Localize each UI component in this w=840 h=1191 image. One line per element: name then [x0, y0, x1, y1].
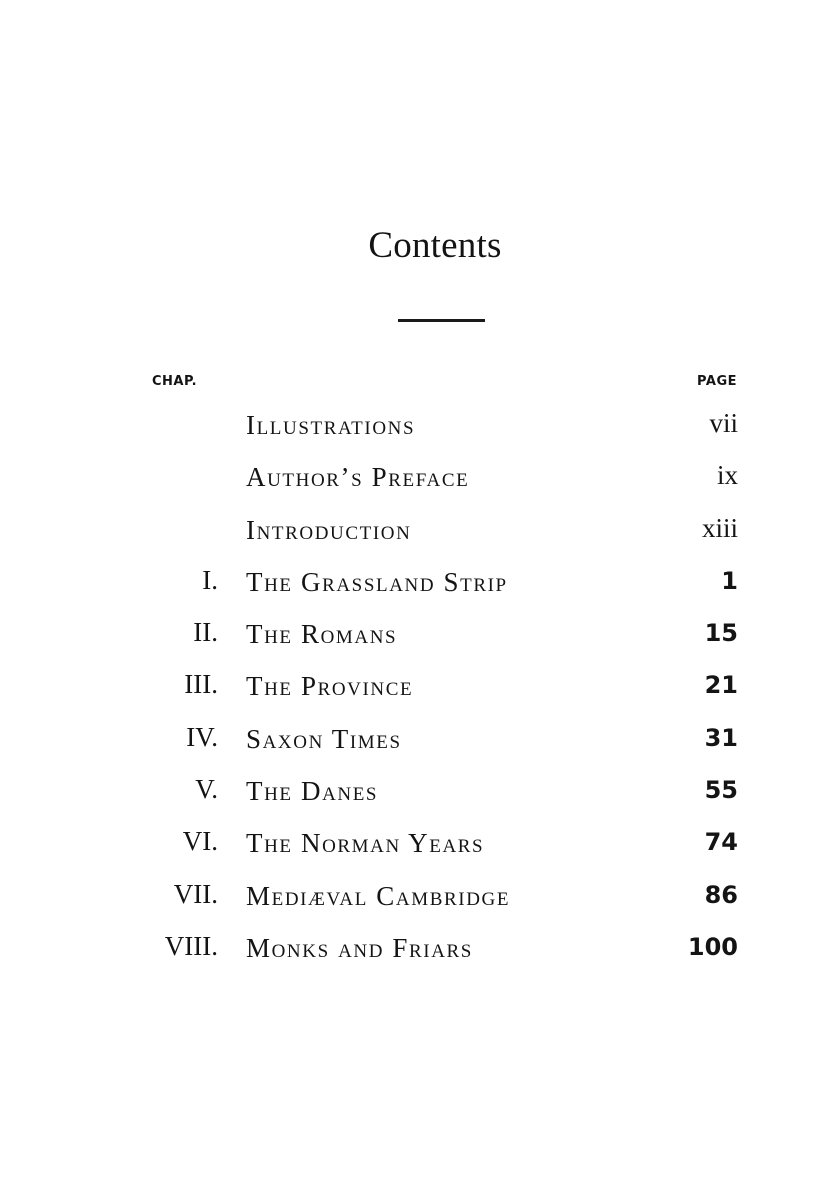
page-title: Contents	[368, 225, 502, 266]
chapter-number: III.	[184, 669, 218, 700]
entry-title: The Province	[246, 671, 414, 702]
toc-entry-illustrations	[0, 404, 840, 456]
page-number: ix	[716, 460, 738, 491]
entry-title: The Danes	[246, 776, 379, 807]
toc-entry-preface	[0, 456, 840, 508]
page-number: xiii	[701, 512, 738, 543]
entry-title: Author’s Preface	[246, 462, 470, 493]
toc-entry-chapter-6	[0, 822, 840, 874]
entry-title: The Norman Years	[246, 828, 485, 859]
page-number: 86	[704, 880, 738, 909]
toc-entry-introduction	[0, 509, 840, 561]
toc-entry-chapter-8	[0, 927, 840, 979]
toc-entry-chapter-5	[0, 770, 840, 822]
entry-title: The Romans	[246, 619, 398, 650]
page-column-header: PAGE	[697, 374, 737, 389]
toc-entry-chapter-1	[0, 561, 840, 613]
toc-entry-chapter-7	[0, 875, 840, 927]
title-divider	[398, 319, 485, 322]
chapter-number: I.	[202, 564, 218, 595]
entry-title: The Grassland Strip	[246, 566, 508, 597]
chapter-number: II.	[193, 617, 218, 648]
chapter-number: VIII.	[164, 930, 218, 961]
page-number: vii	[709, 408, 738, 438]
page-number: 100	[687, 932, 738, 961]
chapter-number: VI.	[182, 826, 218, 857]
page-number: 1	[721, 566, 738, 595]
chapter-number: IV.	[186, 721, 218, 752]
entry-title: Mediæval Cambridge	[246, 880, 511, 911]
chapter-number: V.	[195, 774, 218, 805]
toc-entry-chapter-2	[0, 613, 840, 665]
page-number: 55	[704, 776, 738, 805]
chapter-number: VII.	[173, 878, 218, 909]
entry-title: Illustrations	[246, 410, 416, 440]
contents-list	[0, 404, 840, 979]
page-number: 74	[704, 828, 738, 857]
page-number: 21	[704, 671, 738, 700]
page-number: 15	[704, 619, 738, 648]
entry-title: Introduction	[246, 514, 412, 545]
entry-title: Monks and Friars	[246, 932, 473, 963]
toc-entry-chapter-4	[0, 718, 840, 770]
entry-title: Saxon Times	[246, 723, 402, 754]
page-number: 31	[704, 723, 738, 752]
toc-entry-chapter-3	[0, 665, 840, 717]
chapter-column-header: CHAP.	[152, 374, 198, 389]
